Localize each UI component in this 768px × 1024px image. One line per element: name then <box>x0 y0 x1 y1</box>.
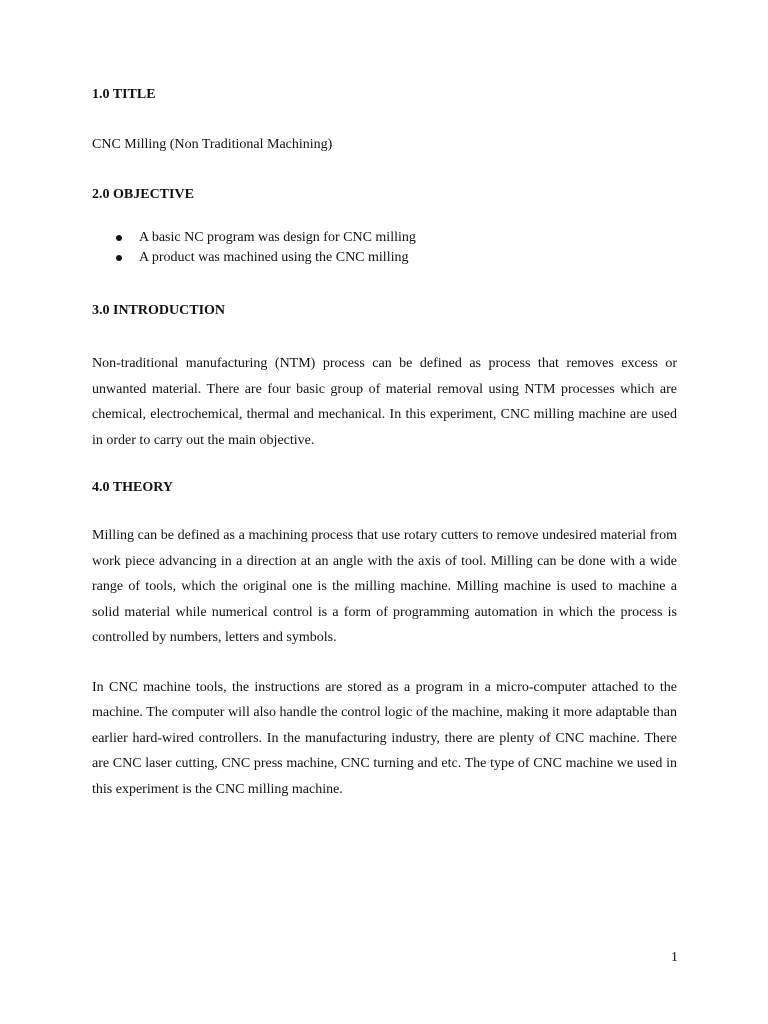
page-number: 1 <box>671 950 678 965</box>
objective-item-text: A basic NC program was design for CNC milling <box>139 230 416 245</box>
section-heading-theory: 4.0 THEORY <box>92 480 173 495</box>
theory-paragraph: In CNC machine tools, the instructions are stored as a program in a micro-computer attached to the machine. The computer will also handle the control logic of the machine, making it more adaptable than earlier hard-wired controllers. In the manufacturing industry, there are plenty of CNC machine. There are CNC laser cutting, CNC press machine, CNC turning and etc. The type of CNC machine we used in this experiment is the CNC milling machine. <box>92 679 677 797</box>
section-heading-introduction: 3.0 INTRODUCTION <box>92 303 226 318</box>
section-heading-objective: 2.0 OBJECTIVE <box>92 187 194 202</box>
bullet-icon <box>116 255 122 261</box>
objective-item-text: A product was machined using the CNC milling <box>139 250 409 265</box>
objective-item <box>92 248 677 268</box>
objective-list <box>92 228 677 268</box>
objective-item <box>92 228 677 248</box>
title-text: CNC Milling (Non Traditional Machining) <box>92 137 333 152</box>
bullet-icon <box>116 235 122 241</box>
page-content <box>92 86 677 802</box>
section-heading-title: 1.0 TITLE <box>92 87 156 102</box>
theory-paragraph: Milling can be defined as a machining process that use rotary cutters to remove undesired material from work piece advancing in a direction at an angle with the axis of tool. Milling can be done with a wide range of tools, which the original one is the milling machine. Milling machine is used to machine a solid material while numerical control is a form of programming automation in which the process is controlled by numbers, letters and symbols. <box>92 528 677 645</box>
introduction-paragraph: Non-traditional manufacturing (NTM) process can be defined as process that removes excess or unwanted material. There are four basic group of material removal using NTM processes which are chemical, electrochemical, thermal and mechanical. In this experiment, CNC milling machine are used in order to carry out the main objective. <box>92 356 677 448</box>
